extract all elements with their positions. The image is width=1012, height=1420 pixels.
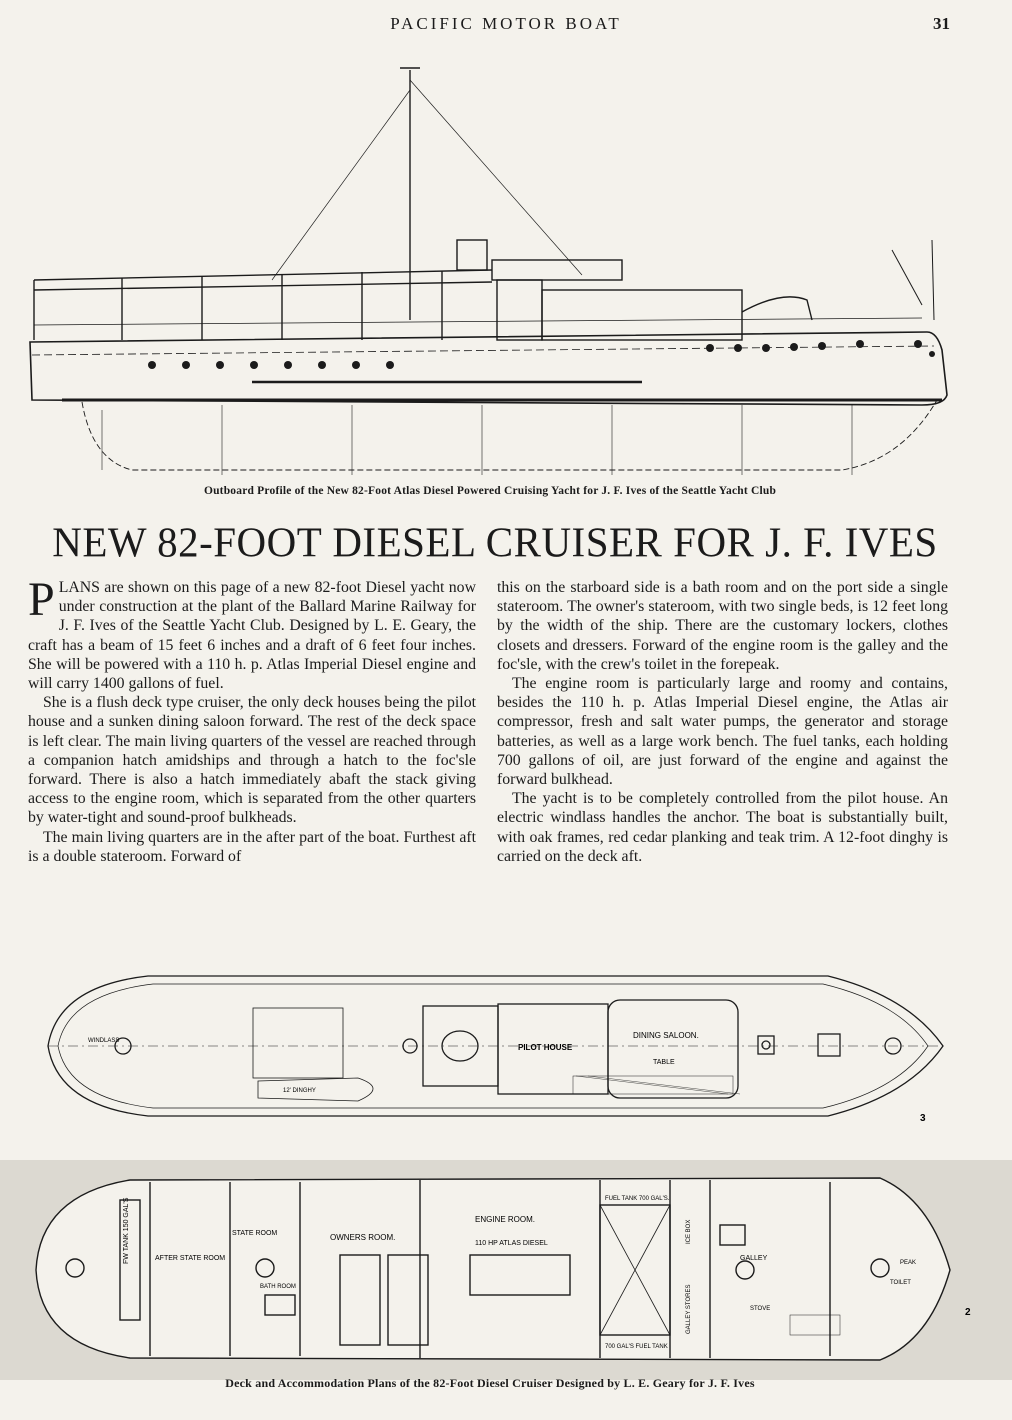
deck-label-dining-saloon: DINING SALOON. xyxy=(633,1031,699,1040)
paragraph-4: this on the starboard side is a bath room and on the port side a single stateroom. The owner's stateroom, with two single beds, is 12 feet long by the width of the ship. There are the customary lockers, clothes closets and dressers. Forward of the engine room is the galley and the foc'sle, with the crew's toilet in the forepeak. xyxy=(497,579,948,673)
deck-plan-drawing xyxy=(28,966,958,1126)
article-headline: NEW 82-FOOT DIESEL CRUISER FOR J. F. IVES xyxy=(52,518,938,566)
dropcap: P xyxy=(28,573,55,626)
accommodation-plan-drawing xyxy=(0,1160,1012,1380)
accom-label-peak: PEAK xyxy=(900,1260,917,1266)
accom-label-fuel-tank-bottom: 700 GAL'S FUEL TANK xyxy=(605,1344,668,1350)
accom-label-fuel-tank-top: FUEL TANK 700 GAL'S. xyxy=(605,1196,670,1202)
page-number: 31 xyxy=(933,14,950,33)
article-column-right xyxy=(497,578,948,866)
paragraph-6: The yacht is to be completely controlled from the pilot house. An electric windlass handles the anchor. The boat is substantially built, with oak frames, red cedar planking and teak trim. A 12-foot dinghy is carried on the deck aft. xyxy=(497,790,948,865)
accom-label-after-state-room: AFTER STATE ROOM xyxy=(155,1255,226,1262)
page-header xyxy=(0,12,1012,36)
paragraph-2: She is a flush deck type cruiser, the only deck houses being the pilot house and a sunken dining saloon forward. The rest of the deck space is left clear. The main living quarters of the vessel are reached through a companion hatch amidships and through a hatch to the foc'sle forward. There is also a hatch immediately abaft the stack giving access to the engine room, which is separated from the other quarters by water-tight and sound-proof bulkheads. xyxy=(28,694,476,827)
accom-label-engine: 110 HP ATLAS DIESEL xyxy=(475,1240,548,1247)
outboard-profile-drawing xyxy=(22,50,952,480)
paragraph-3: The main living quarters are in the after part of the boat. Furthest aft is a double stateroom. Forward of xyxy=(28,828,476,865)
accom-label-toilet: TOILET xyxy=(890,1280,911,1286)
accom-label-ice-box: ICE BOX xyxy=(686,1219,692,1244)
accom-label-engine-room: ENGINE ROOM. xyxy=(475,1215,536,1224)
profile-caption: Outboard Profile of the New 82-Foot Atlas Diesel Powered Cruising Yacht for J. F. Ives of the Seattle Yacht Club xyxy=(203,485,777,497)
accom-label-owners-room: OWNERS ROOM. xyxy=(330,1233,396,1242)
deck-label-pilot-house: PILOT HOUSE xyxy=(518,1043,573,1052)
accom-label-state-room: STATE ROOM xyxy=(232,1230,278,1237)
accom-label-fw-tank: FW TANK 150 GAL'S xyxy=(123,1197,130,1264)
plans-caption: Deck and Accommodation Plans of the 82-Foot Diesel Cruiser Designed by L. E. Geary for J. F. Ives xyxy=(225,1376,755,1390)
running-title: PACIFIC MOTOR BOAT xyxy=(390,14,622,33)
paragraph-1 xyxy=(28,573,476,693)
deck-label-dinghy: 12' DINGHY xyxy=(283,1088,316,1094)
accom-label-bath-room: BATH ROOM xyxy=(260,1284,296,1290)
paragraph-5: The engine room is particularly large and roomy and contains, besides the 110 h. p. Atlas Imperial Diesel engine, the Atlas air compressor, fresh and salt water pumps, the generator and storage batteries, as well as a large work bench. The fuel tanks, each holding 700 gallons of oil, are just forward of the engine and against the forward bulkhead. xyxy=(497,675,948,789)
accom-label-galley: GALLEY xyxy=(740,1255,768,1262)
deck-label-windlass: WINDLASS xyxy=(88,1038,120,1044)
deck-label-dim: 3 xyxy=(920,1113,926,1124)
accom-label-galley-stores: GALLEY STORES xyxy=(686,1284,692,1334)
deck-label-table: TABLE xyxy=(653,1059,675,1066)
accom-label-dim: 2 xyxy=(965,1307,971,1318)
article-column-left xyxy=(28,573,476,866)
accom-label-stove: STOVE xyxy=(750,1306,771,1312)
paragraph-1-text: LANS are shown on this page of a new 82-foot Diesel yacht now under construction at the plant of the Ballard Marine Railway for J. F. Ives of the Seattle Yacht Club. Designed by L. E. Geary, the craft has a beam of 15 feet 6 inches and a draft of 6 feet four inches. She will be powered with a 110 h. p. Atlas Imperial Diesel engine and will carry 1400 gallons of fuel. xyxy=(28,579,476,693)
